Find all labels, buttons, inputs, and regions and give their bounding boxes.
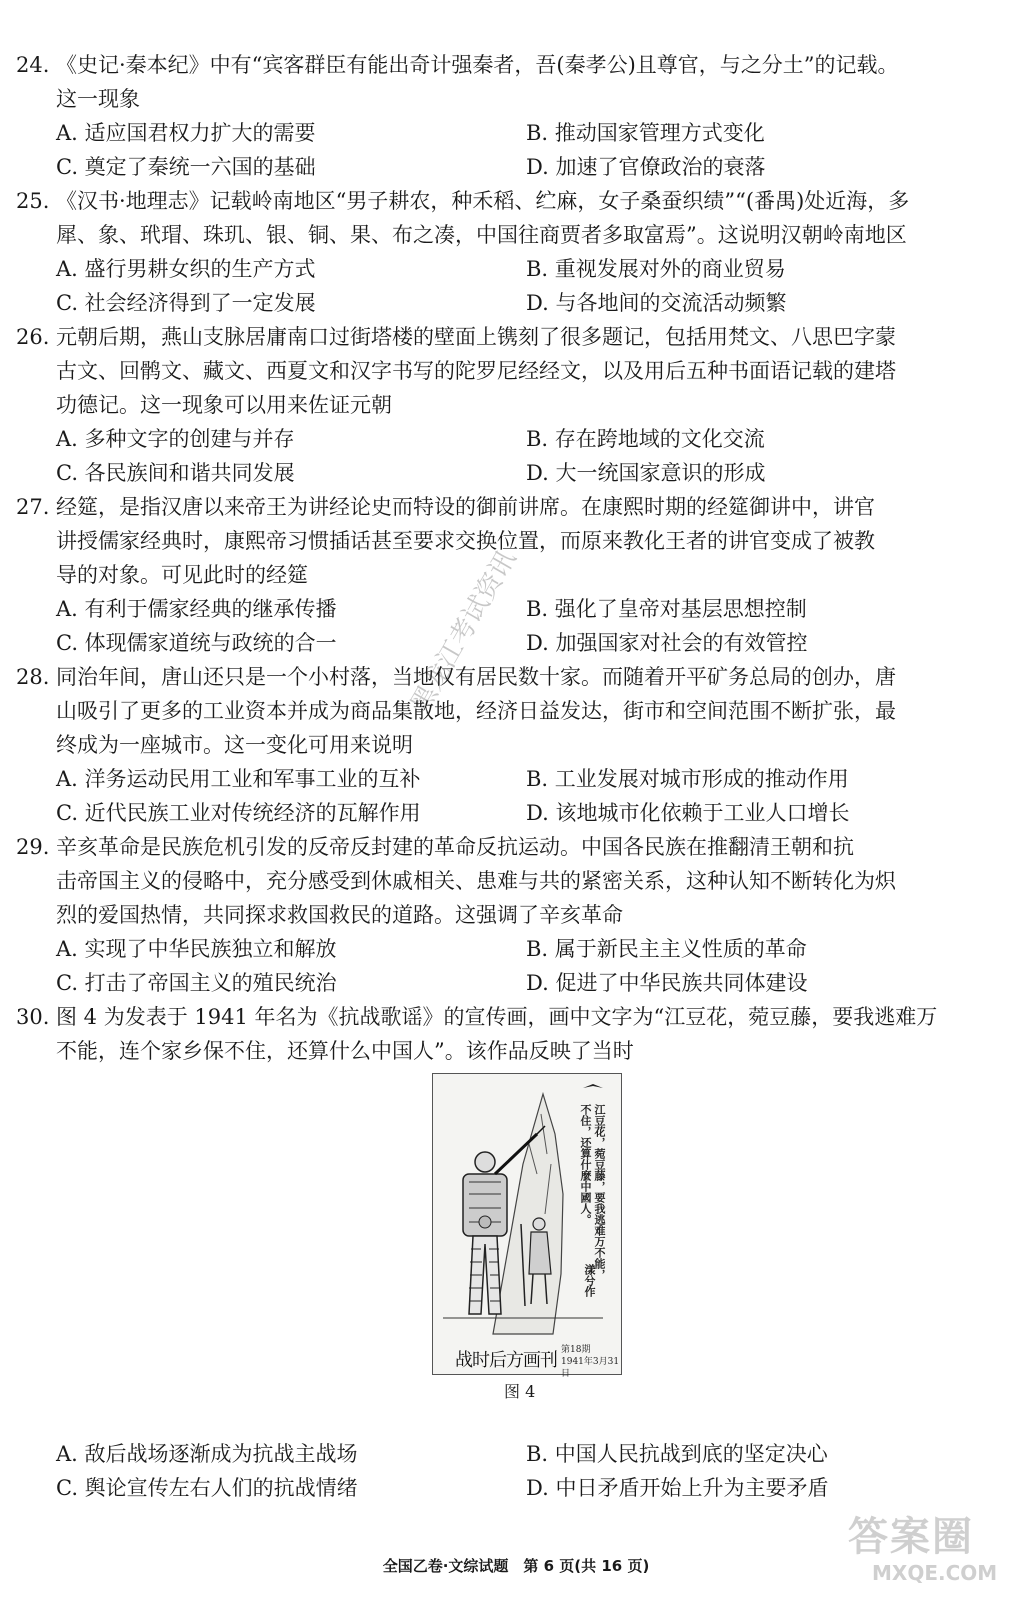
logo-main: 答案圈 (848, 1514, 974, 1560)
question-stem-line: 讲授儒家经典时，康熙帝习惯插话甚至要求交换位置，而原来教化王者的讲官变成了被教 (56, 529, 875, 553)
figure-issue-info (561, 1344, 621, 1380)
question-24 (16, 48, 1006, 184)
question-stem-line: 击帝国主义的侵略中，充分感受到休戚相关、患难与共的紧密关系，这种认知不断转化为炽 (56, 869, 896, 893)
question-stem-line: 这一现象 (56, 87, 140, 111)
figure-issue: 第18期 (561, 1345, 591, 1355)
option-d: D. 该地城市化依赖于工业人口增长 (526, 801, 850, 825)
option-a: A. 适应国君权力扩大的需要 (56, 121, 316, 145)
question-stem-line: 犀、象、玳瑁、珠玑、银、铜、果、布之凑，中国往商贾者多取富焉”。这说明汉朝岭南地区 (56, 223, 907, 247)
question-stem-line: 不能，连个家乡保不住，还算什么中国人”。该作品反映了当时 (56, 1039, 634, 1063)
options-grid (16, 422, 1006, 490)
question-26 (16, 320, 1006, 490)
figure-caption: 图 4 (504, 1382, 536, 1401)
option-a: A. 盛行男耕女织的生产方式 (56, 257, 316, 281)
options-grid (16, 592, 1006, 660)
option-d: D. 促进了中华民族共同体建设 (526, 971, 808, 995)
site-logo (838, 1505, 1008, 1595)
option-b: B. 重视发展对外的商业贸易 (526, 257, 786, 281)
question-30 (16, 1000, 1006, 1068)
question-stem-line: 同治年间，唐山还只是一个小村落，当地仅有居民数十家。而随着开平矿务总局的创办，唐 (56, 665, 896, 689)
question-stem-line: 导的对象。可见此时的经筵 (56, 563, 308, 587)
option-c: C. 舆论宣传左右人们的抗战情绪 (56, 1476, 358, 1500)
question-stem-line: 图 4 为发表于 1941 年名为《抗战歌谣》的宣传画，画中文字为“江豆花，菀豆藤，要我逃难万 (56, 1005, 938, 1029)
option-c: C. 奠定了秦统一六国的基础 (56, 155, 316, 179)
option-c: C. 近代民族工业对传统经济的瓦解作用 (56, 801, 421, 825)
option-b: B. 强化了皇帝对基层思想控制 (526, 597, 807, 621)
option-d: D. 加强国家对社会的有效管控 (526, 631, 808, 655)
figure-poem-col1: 江豆花，菀豆藤，要我逃难万不能， (593, 1104, 606, 1280)
question-stem-line: 功德记。这一现象可以用来佐证元朝 (56, 393, 392, 417)
figure-frame (432, 1073, 622, 1379)
watermark: 黑龙江考试资讯 (405, 545, 523, 718)
propaganda-figure (432, 1073, 622, 1401)
options-grid (16, 252, 1006, 320)
option-a: A. 实现了中华民族独立和解放 (56, 937, 337, 961)
page-footer: 全国乙卷·文综试题 第 6 页(共 16 页) (382, 1557, 650, 1575)
question-28 (16, 660, 1006, 830)
question-25 (16, 184, 1006, 320)
question-number: 25. (16, 189, 50, 213)
question-number: 29. (16, 835, 50, 859)
question-stem-line: 山吸引了更多的工业资本并成为商品集散地，经济日益发达，街市和空间范围不断扩张，最 (56, 699, 896, 723)
question-stem-line: 元朝后期，燕山支脉居庸南口过街塔楼的壁面上镌刻了很多题记，包括用梵文、八思巴字蒙 (56, 325, 896, 349)
option-a: A. 多种文字的创建与并存 (56, 427, 295, 451)
question-30-options (16, 1437, 1006, 1505)
figure-poem-col2: 不住，还算什麼中國人。 (579, 1104, 592, 1225)
option-d: D. 中日矛盾开始上升为主要矛盾 (526, 1476, 829, 1500)
option-b: B. 推动国家管理方式变化 (526, 121, 765, 145)
question-stem-line: 经筵，是指汉唐以来帝王为讲经论史而特设的御前讲席。在康熙时期的经筵御讲中，讲官 (56, 495, 875, 519)
figure-date: 1941年3月31日 (561, 1357, 620, 1379)
question-stem-line: 古文、回鹘文、藏文、西夏文和汉字书写的陀罗尼经经文，以及用后五种书面语记载的建塔 (56, 359, 896, 383)
option-d: D. 与各地间的交流活动频繁 (526, 291, 787, 315)
question-number: 24. (16, 53, 50, 77)
logo-sub: MXQE.COM (872, 1561, 998, 1585)
option-a: A. 有利于儒家经典的继承传播 (56, 597, 337, 621)
question-stem-line: 烈的爱国热情，共同探求救国救民的道路。这强调了辛亥革命 (56, 903, 623, 927)
options-grid (16, 762, 1006, 830)
question-stem-line: 《汉书·地理志》记载岭南地区“男子耕农，种禾稻、纻麻，女子桑蚕织绩”“(番禺)处近海，多 (56, 189, 910, 213)
option-d: D. 加速了官僚政治的衰落 (526, 155, 766, 179)
option-a: A. 敌后战场逐渐成为抗战主战场 (56, 1442, 358, 1466)
options-grid (16, 932, 1006, 1000)
option-b: B. 中国人民抗战到底的坚定决心 (526, 1442, 828, 1466)
option-d: D. 大一统国家意识的形成 (526, 461, 766, 485)
option-b: B. 属于新民主主义性质的革命 (526, 937, 807, 961)
question-stem-line: 《史记·秦本纪》中有“宾客群臣有能出奇计强秦者，吾(秦孝公)且尊官，与之分土”的记载。 (56, 53, 899, 77)
question-29 (16, 830, 1006, 1000)
option-c: C. 打击了帝国主义的殖民统治 (56, 971, 337, 995)
figure-author: 漾兮作 (583, 1264, 596, 1297)
figure-masthead: 战时后方画刊 (455, 1350, 557, 1371)
question-number: 28. (16, 665, 50, 689)
question-stem-line: 辛亥革命是民族危机引发的反帝反封建的革命反抗运动。中国各民族在推翻清王朝和抗 (56, 835, 854, 859)
option-c: C. 社会经济得到了一定发展 (56, 291, 316, 315)
question-stem-line: 终成为一座城市。这一变化可用来说明 (56, 733, 413, 757)
option-b: B. 存在跨地域的文化交流 (526, 427, 765, 451)
options-grid (16, 116, 1006, 184)
option-b: B. 工业发展对城市形成的推动作用 (526, 767, 849, 791)
option-c: C. 体现儒家道统与政统的合一 (56, 631, 337, 655)
option-c: C. 各民族间和谐共同发展 (56, 461, 295, 485)
question-number: 27. (16, 495, 50, 519)
question-number: 26. (16, 325, 50, 349)
option-a: A. 洋务运动民用工业和军事工业的互补 (56, 767, 421, 791)
question-number: 30. (16, 1005, 50, 1029)
options-grid (16, 1437, 1006, 1505)
